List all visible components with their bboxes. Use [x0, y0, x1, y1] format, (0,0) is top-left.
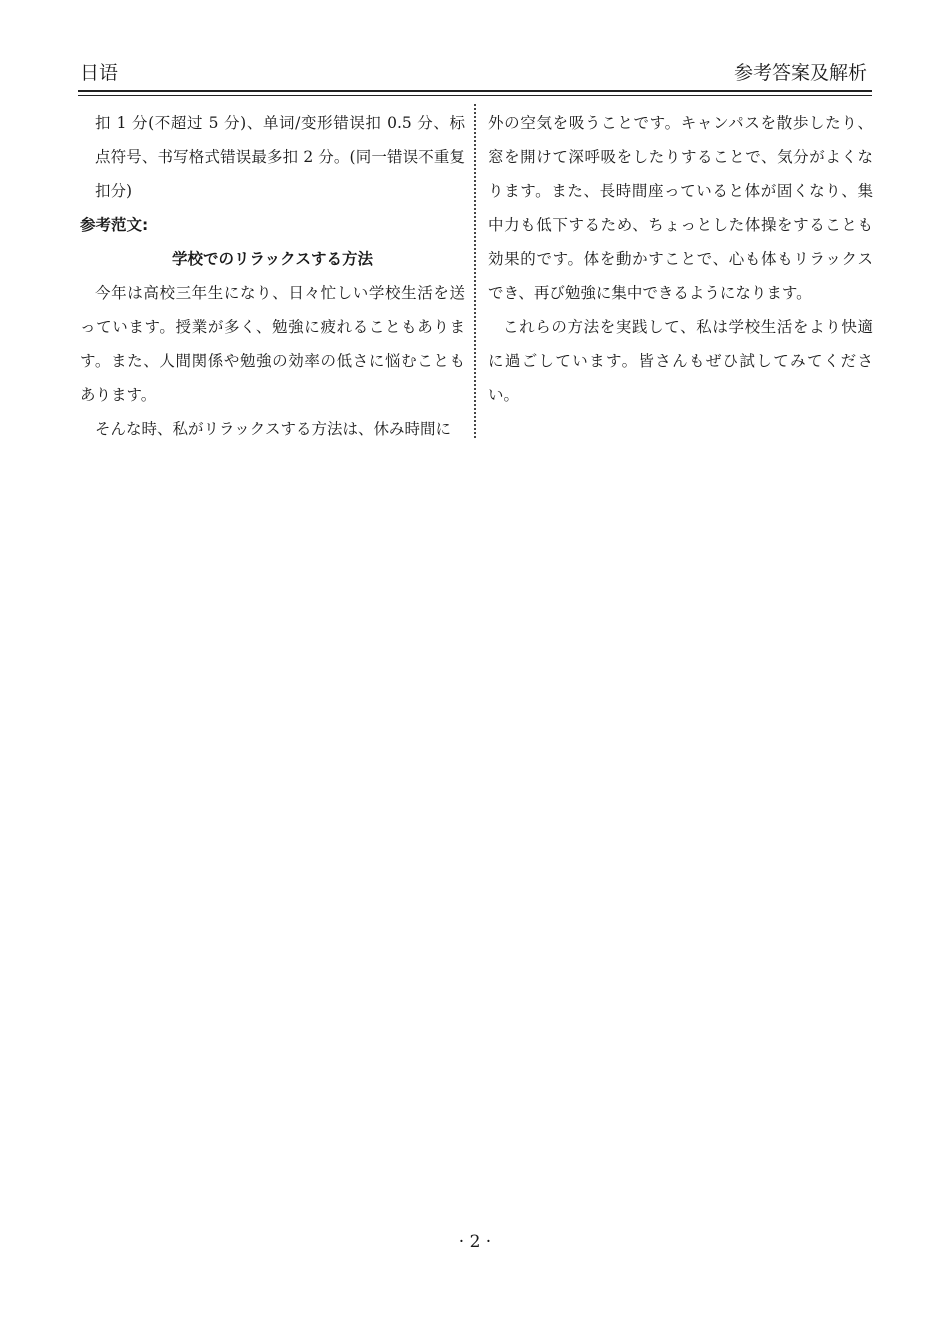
- header-section-title: 参考答案及解析: [733, 62, 867, 84]
- essay-paragraph-2-continued: 外の空気を吸うことです。キャンパスを散歩したり、窓を開けて深呼吸をしたりすることで、気分がよくなります。また、長時間座っていると体が固くなり、集中力も低下するため、ちょっとした体操をすることも効果的です。体を動かすことで、心も体もリラックスでき、再び勉強に集中できるようになります。: [488, 114, 873, 302]
- essay-title: 学校でのリラックスする方法: [171, 250, 374, 268]
- page-number: · 2 ·: [458, 1232, 492, 1252]
- essay-paragraph-1: 今年は高校三年生になり、日々忙しい学校生活を送っています。授業が多く、勉強に疲れることもあります。また、人間関係や勉強の効率の低さに悩むこともあります。: [80, 284, 465, 404]
- essay-paragraph-2-start: そんな時、私がリラックスする方法は、休み時間に: [95, 420, 452, 438]
- sample-essay-label: 参考范文:: [80, 216, 149, 234]
- header-subject: 日语: [80, 62, 119, 84]
- column-divider: [474, 104, 476, 438]
- scoring-note: 扣 1 分(不超过 5 分)、单词/变形错误扣 0.5 分、标点符号、书写格式错误最多扣 2 分。(同一错误不重复扣分): [95, 114, 465, 200]
- header-rule-thick: [78, 90, 872, 92]
- essay-paragraph-3: これらの方法を実践して、私は学校生活をより快適に過ごしています。皆さんもぜひ試してみてください。: [488, 318, 873, 404]
- header-rule-thin: [78, 95, 872, 96]
- right-column: [488, 106, 873, 412]
- left-column: [80, 106, 465, 446]
